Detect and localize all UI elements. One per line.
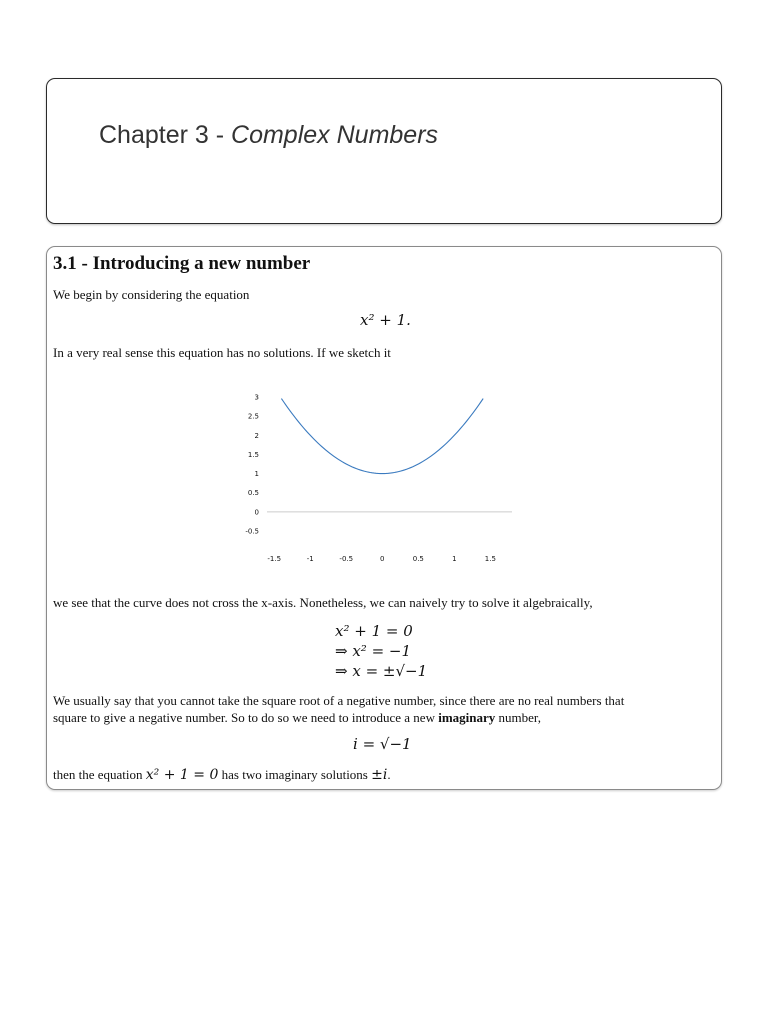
para5-mid: has two imaginary solutions	[218, 767, 372, 782]
section-box	[46, 246, 722, 790]
equation-i-definition: i = √−1	[353, 735, 412, 753]
y-tick-label: -0.5	[245, 527, 259, 536]
x-tick-label: -0.5	[339, 555, 354, 563]
y-tick-label: 0.5	[247, 489, 259, 498]
inline-solutions: ±i	[371, 767, 388, 783]
chart-series	[281, 399, 483, 474]
para5-pre: then the equation	[53, 767, 146, 782]
paragraph-sketch: In a very real sense this equation has no solutions. If we sketch it	[53, 345, 391, 360]
y-tick-label: 0	[254, 508, 259, 517]
y-tick-label: 2.5	[247, 412, 259, 421]
inline-equation: x² + 1 = 0	[145, 767, 219, 783]
equation-x-squared-plus-one: x² + 1.	[360, 311, 411, 329]
y-tick-label: 2	[254, 431, 259, 440]
parabola-curve	[281, 399, 483, 474]
derivation-line-2: ⇒ x² = −1	[335, 642, 412, 660]
y-tick-label: 1	[254, 470, 259, 479]
chapter-prefix: Chapter 3 -	[99, 121, 232, 149]
y-tick-label: 1.5	[247, 450, 259, 459]
chapter-title	[99, 121, 438, 150]
section-heading: 3.1 - Introducing a new number	[53, 253, 311, 274]
y-tick-label: 3	[254, 393, 259, 402]
para5-end: .	[387, 767, 391, 782]
paragraph-square-root-a: We usually say that you cannot take the square root of a negative number, since there are no real numbers that	[53, 693, 625, 708]
x-tick-label: 0	[380, 555, 385, 563]
paragraph-solutions	[53, 767, 391, 783]
x-tick-label: 1	[452, 555, 457, 563]
x-tick-label: 0.5	[412, 555, 424, 563]
chart-y-ticks	[245, 394, 259, 536]
paragraph-square-root-b	[53, 710, 541, 726]
paragraph-no-crossing: we see that the curve does not cross the x-axis. Nonetheless, we can naively try to solve it algebraically,	[53, 595, 593, 610]
equation-derivation	[335, 621, 427, 681]
derivation-line-1: x² + 1 = 0	[335, 622, 413, 640]
term-imaginary: imaginary	[438, 710, 496, 725]
para4b-post: number,	[495, 710, 541, 725]
para4b-pre: square to give a negative number. So to do so we need to introduce a new	[53, 710, 439, 725]
chapter-header-box	[46, 78, 722, 224]
derivation-line-3: ⇒ x = ±√−1	[335, 662, 428, 680]
x-tick-label: -1.5	[267, 555, 282, 563]
x-tick-label: -1	[306, 555, 314, 563]
chart-x-ticks	[267, 555, 496, 563]
parabola-chart	[237, 385, 517, 585]
chapter-name: Complex Numbers	[231, 121, 439, 149]
x-tick-label: 1.5	[484, 555, 496, 563]
paragraph-intro: We begin by considering the equation	[53, 287, 250, 302]
